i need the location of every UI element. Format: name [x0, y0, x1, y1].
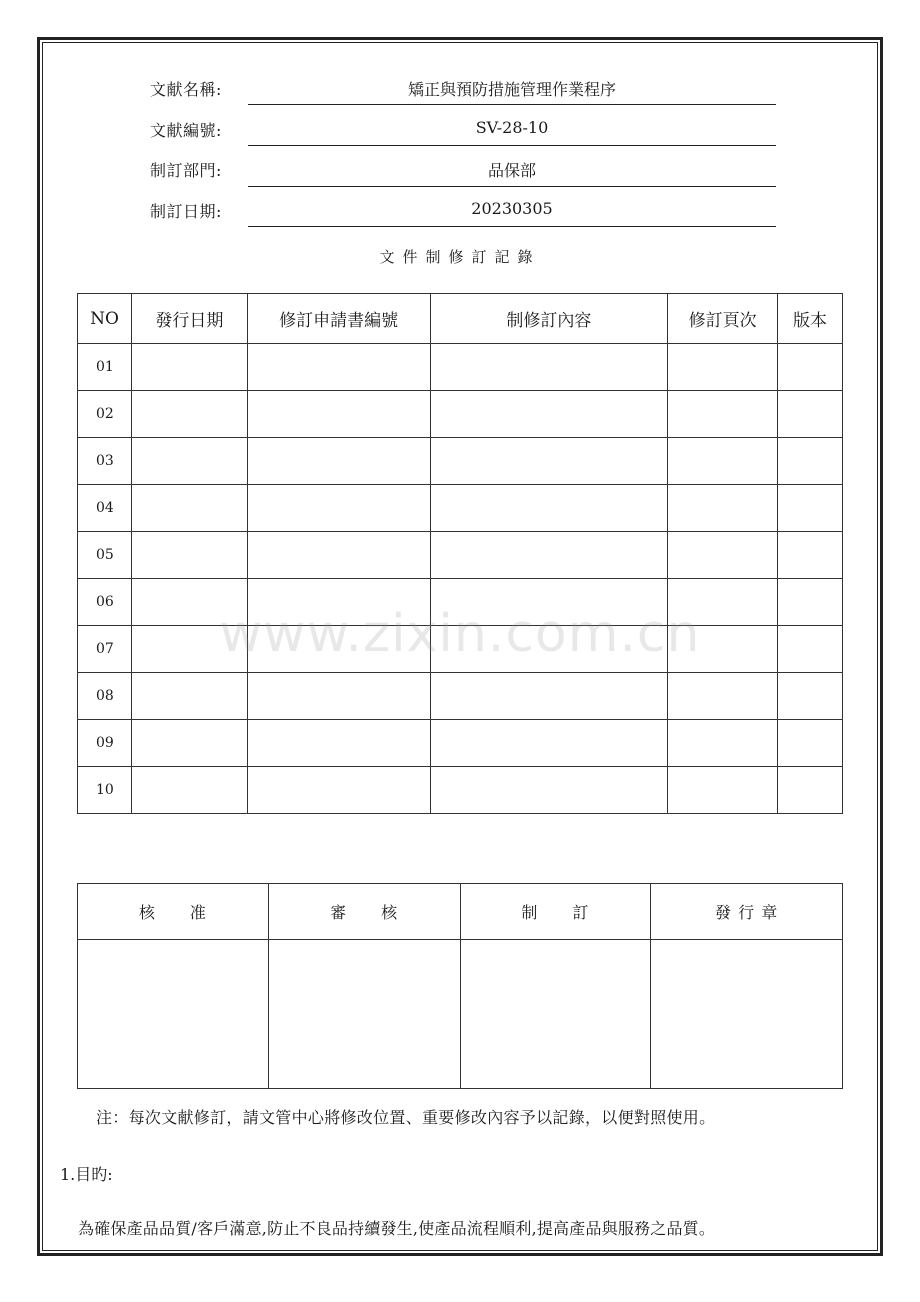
- row-pages: [668, 438, 778, 485]
- row-date: [131, 391, 247, 438]
- revision-table: [77, 293, 843, 814]
- row-pages: [668, 626, 778, 673]
- table-row: [78, 626, 843, 673]
- row-content: [430, 344, 668, 391]
- revision-table-header: [78, 294, 843, 344]
- table-row: [78, 438, 843, 485]
- table-row: [78, 344, 843, 391]
- row-content: [430, 767, 668, 814]
- table-row: [78, 391, 843, 438]
- row-pages: [668, 485, 778, 532]
- issue-stamp-header: 發 行 章: [651, 884, 843, 940]
- row-pages: [668, 579, 778, 626]
- row-no: 03: [78, 438, 132, 485]
- revision-record-title: 文件制修訂記錄: [379, 248, 541, 266]
- row-pages: [668, 673, 778, 720]
- row-request-no: [247, 344, 430, 391]
- row-date: [131, 626, 247, 673]
- doc-name-value: 矯正與預防措施管理作業程序: [407, 80, 616, 99]
- table-row: [78, 579, 843, 626]
- dept-value: 品保部: [487, 161, 536, 180]
- col-header-request-no: 修訂申請書編號: [247, 294, 430, 344]
- doc-name-underline: [248, 104, 776, 105]
- row-version: [778, 720, 843, 767]
- row-request-no: [247, 438, 430, 485]
- row-date: [131, 344, 247, 391]
- table-row: [78, 485, 843, 532]
- row-pages: [668, 344, 778, 391]
- row-date: [131, 532, 247, 579]
- row-version: [778, 626, 843, 673]
- row-content: [430, 673, 668, 720]
- row-date: [131, 720, 247, 767]
- row-no: 01: [78, 344, 132, 391]
- row-no: 06: [78, 579, 132, 626]
- row-no: 04: [78, 485, 132, 532]
- prepare-header: 制 訂: [460, 884, 651, 940]
- doc-name-label: 文献名稱:: [150, 80, 222, 99]
- row-request-no: [247, 673, 430, 720]
- row-request-no: [247, 485, 430, 532]
- date-label: 制訂日期:: [150, 202, 222, 221]
- row-no: 10: [78, 767, 132, 814]
- section-1-heading: 1.目旳:: [60, 1165, 113, 1184]
- table-row: [78, 532, 843, 579]
- prepare-signature-cell: [460, 940, 651, 1089]
- row-pages: [668, 532, 778, 579]
- issue-stamp-cell: [651, 940, 843, 1089]
- dept-label: 制訂部門:: [150, 161, 222, 180]
- doc-no-label: 文献編號:: [150, 121, 222, 140]
- row-request-no: [247, 532, 430, 579]
- row-request-no: [247, 626, 430, 673]
- row-version: [778, 485, 843, 532]
- row-version: [778, 391, 843, 438]
- row-request-no: [247, 720, 430, 767]
- col-header-issue-date: 發行日期: [131, 294, 247, 344]
- row-request-no: [247, 767, 430, 814]
- row-date: [131, 485, 247, 532]
- review-header: 審 核: [268, 884, 460, 940]
- approval-table: [77, 883, 843, 1089]
- watermark: www.zixin.com.cn: [219, 604, 701, 664]
- review-signature-cell: [268, 940, 460, 1089]
- row-pages: [668, 391, 778, 438]
- row-no: 09: [78, 720, 132, 767]
- revision-note: 注：每次文献修訂，請文管中心將修改位置、重要修改內容予以記錄，以便對照使用。: [96, 1108, 716, 1127]
- approve-signature-cell: [78, 940, 269, 1089]
- table-row: [78, 767, 843, 814]
- row-content: [430, 391, 668, 438]
- table-row: [78, 720, 843, 767]
- row-version: [778, 344, 843, 391]
- row-no: 05: [78, 532, 132, 579]
- row-date: [131, 673, 247, 720]
- row-request-no: [247, 579, 430, 626]
- approve-header: 核 准: [78, 884, 269, 940]
- row-content: [430, 720, 668, 767]
- row-date: [131, 579, 247, 626]
- date-underline: [248, 226, 776, 227]
- approval-header-row: [78, 884, 843, 940]
- row-no: 07: [78, 626, 132, 673]
- col-header-pages: 修訂頁次: [668, 294, 778, 344]
- row-content: [430, 532, 668, 579]
- row-version: [778, 532, 843, 579]
- row-date: [131, 438, 247, 485]
- doc-no-underline: [248, 145, 776, 146]
- row-content: [430, 579, 668, 626]
- row-no: 02: [78, 391, 132, 438]
- row-version: [778, 767, 843, 814]
- row-request-no: [247, 391, 430, 438]
- approval-signature-row: [78, 940, 843, 1089]
- dept-underline: [248, 186, 776, 187]
- doc-no-value: SV-28-10: [475, 118, 549, 137]
- row-content: [430, 485, 668, 532]
- row-no: 08: [78, 673, 132, 720]
- row-version: [778, 438, 843, 485]
- col-header-content: 制修訂內容: [430, 294, 668, 344]
- row-pages: [668, 720, 778, 767]
- col-header-version: 版本: [778, 294, 843, 344]
- row-pages: [668, 767, 778, 814]
- col-header-no: NO: [78, 294, 132, 344]
- row-version: [778, 579, 843, 626]
- section-1-body: 為確保產品品質/客戶滿意,防止不良品持續發生,使產品流程順利,提高產品與服務之品質。: [78, 1219, 716, 1238]
- date-value: 20230305: [471, 199, 553, 218]
- row-content: [430, 626, 668, 673]
- row-date: [131, 767, 247, 814]
- row-version: [778, 673, 843, 720]
- table-row: [78, 673, 843, 720]
- row-content: [430, 438, 668, 485]
